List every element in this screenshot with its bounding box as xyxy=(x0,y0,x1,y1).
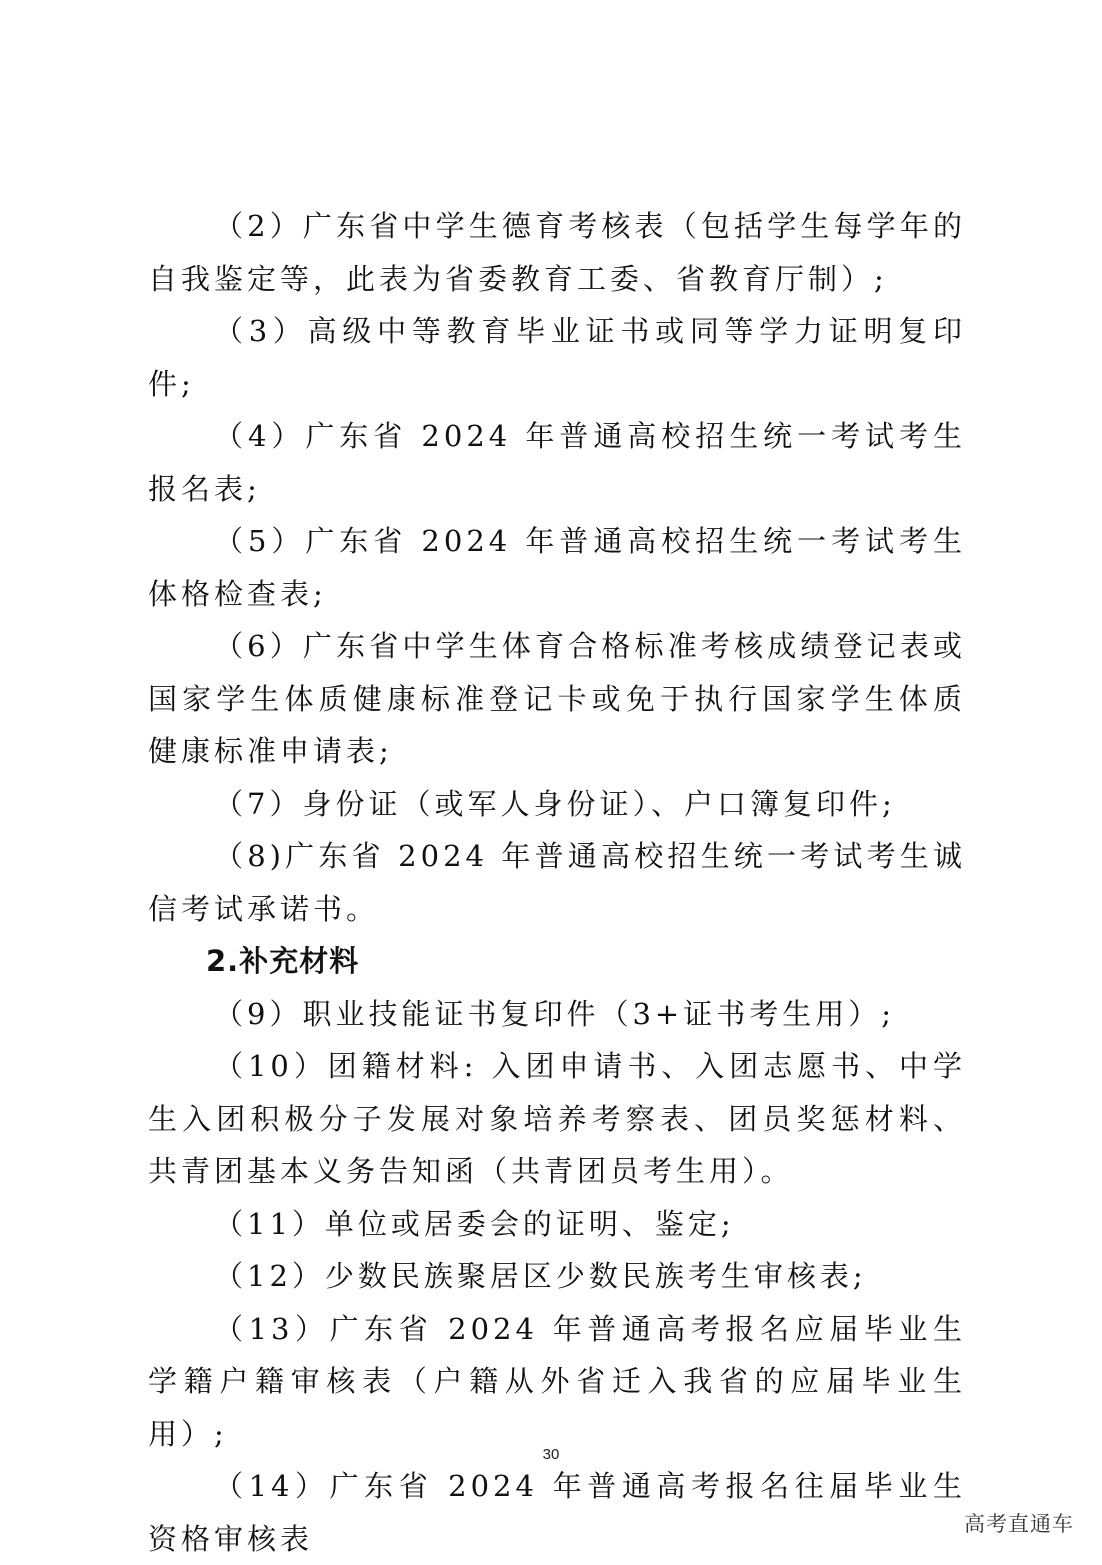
paragraph-item-7: （7）身份证（或军人身份证）、户口簿复印件; xyxy=(214,786,896,821)
paragraph-item-10: （10）团籍材料: 入团申请书、入团志愿书、中学生入团积极分子发展对象培养考察表、团员奖惩材料、共青团基本义务告知函（共青团员考生用）。 xyxy=(148,1049,966,1188)
watermark-text: 高考直通车 xyxy=(964,1512,1074,1536)
paragraph-item-4: （4）广东省 2024 年普通高校招生统一考试考生报名表; xyxy=(148,419,966,506)
paragraph-item-9: （9）职业技能证书复印件（3+证书考生用）; xyxy=(214,996,895,1031)
paragraph-item-2: （2）广东省中学生德育考核表（包括学生每学年的自我鉴定等，此表为省委教育工委、省教育厅制）; xyxy=(148,209,966,296)
paragraph-item-13: （13）广东省 2024 年普通高考报名应届毕业生学籍户籍审核表（户籍从外省迁入我省的应届毕业生用）; xyxy=(148,1311,966,1451)
paragraph-item-3: （3）高级中等教育毕业证书或同等学力证明复印件; xyxy=(148,314,966,401)
paragraph-item-5: （5）广东省 2024 年普通高校招生统一考试考生体格检查表; xyxy=(148,524,966,611)
page-number: 30 xyxy=(542,1446,560,1463)
paragraph-item-12: （12）少数民族聚居区少数民族考生审核表; xyxy=(214,1259,867,1293)
paragraph-item-8: （8)广东省 2024 年普通高校招生统一考试考生诚信考试承诺书。 xyxy=(148,839,966,926)
paragraph-item-6: （6）广东省中学生体育合格标准考核成绩登记表或国家学生体质健康标准登记卡或免于执行国家学生体质健康标准申请表; xyxy=(148,629,966,768)
document-body xyxy=(148,200,966,1565)
paragraph-item-11: （11）单位或居委会的证明、鉴定; xyxy=(214,1206,735,1241)
paragraph-item-14: （14）广东省 2024 年普通高考报名往届毕业生资格审核表 xyxy=(148,1469,966,1556)
section-heading: 2.补充材料 xyxy=(206,944,360,978)
